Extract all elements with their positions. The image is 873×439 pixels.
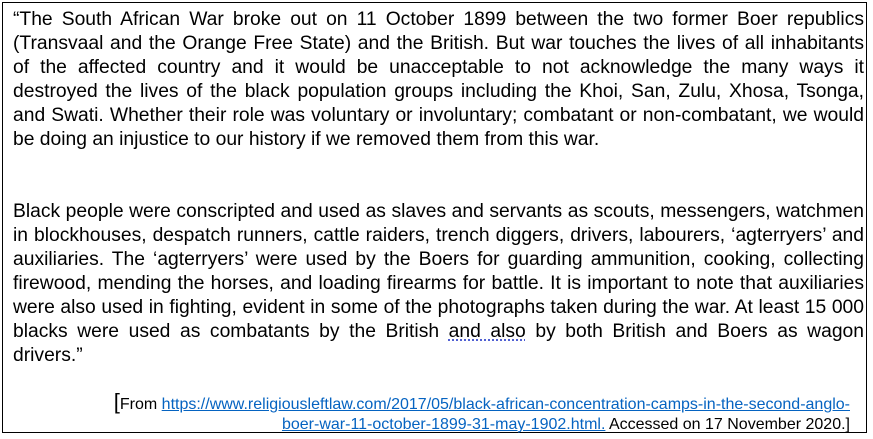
quote-paragraph-1: “The South African War broke out on 11 October 1899 between the two former Boer republics (Transvaal and the Orange Free State) and the British. But war touches the lives of all inhabitants of the affected country and it would be unacceptable to not acknowledge the many ways it destroyed the lives of the black population groups including the Khoi, San, Zulu, Xhosa, Tsonga, and Swati. Whether their role was voluntary or involuntary; combatant or non-combatant, we would be doing an injustice to our history if we removed them from this war. [13,9,864,150]
quote-paragraph-2-ending: by both British and Boers as wagon drivers.” [13,321,864,366]
source-box [2,2,867,433]
spellcheck-underlined-phrase: and also [448,321,526,342]
source-citation [113,389,850,435]
citation-open-bracket: [ [113,389,120,414]
citation-accessed-date: Accessed on 17 November 2020. [605,416,846,433]
quote-paragraph-2 [13,200,864,368]
citation-link-line-1: https://www.religiousleftlaw.com/2017/05/black-african-concentration-camps-in-the-second-anglo- [161,396,850,413]
citation-prefix: From [119,396,162,413]
citation-link-line-2: boer-war-11-october-1899-31-may-1902.html. [281,416,606,433]
quote-paragraph-2-text: Black people were conscripted and used as slaves and servants as scouts, messengers, watchmen in blockhouses, despatch runners, cattle raiders, trench diggers, drivers, labourers, ‘agterryers’ and auxiliaries. The ‘agterryers’ were used by the Boers for guarding ammunition, cooking, collecting firewood, mending the horses, and loading firearms for battle. It is important to note that auxiliaries were also used in fighting, evident in some of the photographs taken during the war. At least 15 000 blacks were used as combatants by the British [13,201,864,342]
citation-close-bracket: ] [845,416,850,433]
